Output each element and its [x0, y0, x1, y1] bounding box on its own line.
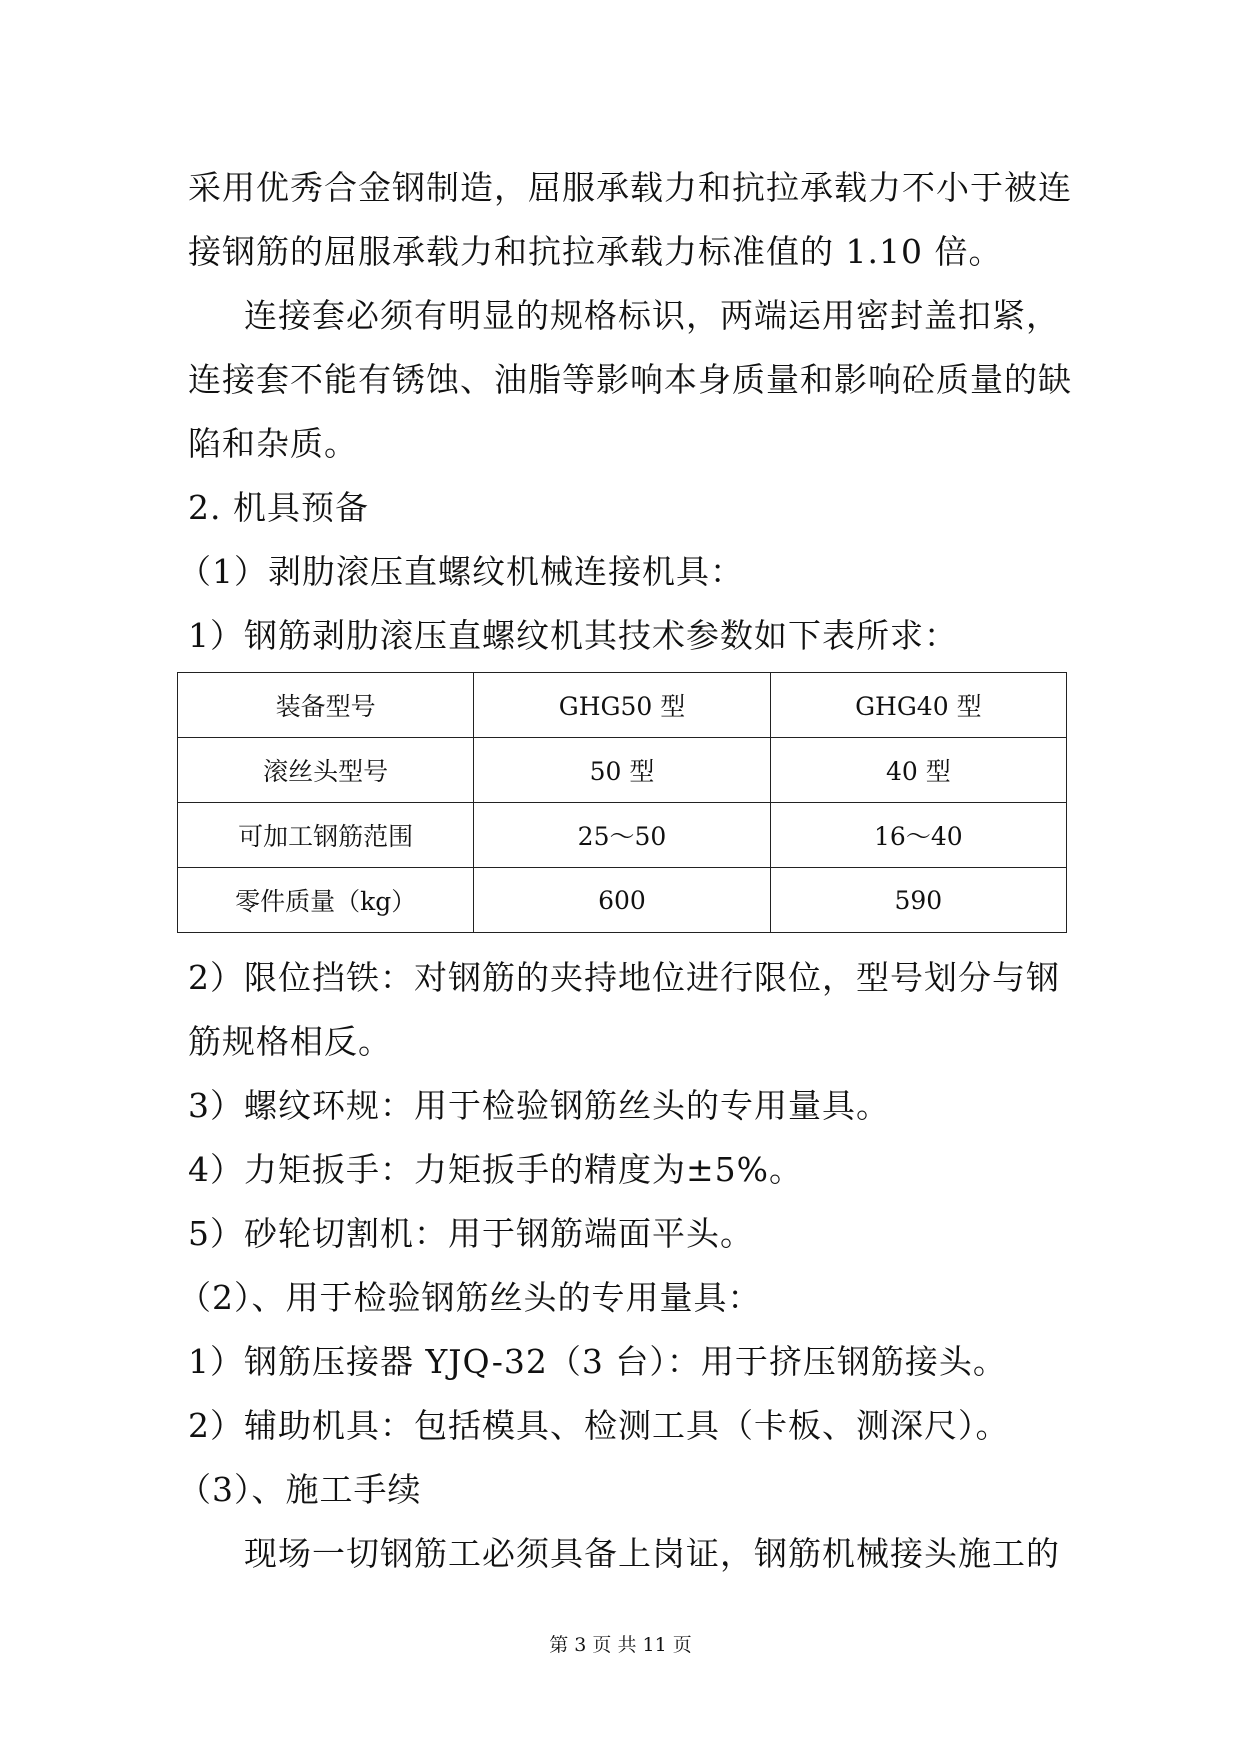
spec-table	[177, 672, 1067, 933]
table-cell: 零件质量（kg）	[178, 868, 474, 933]
subsection-heading: （2）、用于检验钢筋丝头的专用量具：	[178, 1278, 762, 1317]
table-cell: GHG50 型	[474, 673, 770, 738]
paragraph-line: 1）钢筋压接器 YJQ-32（3 台）：用于挤压钢筋接头。	[188, 1342, 1007, 1381]
table-cell: 25～50	[474, 803, 770, 868]
table-cell: GHG40 型	[770, 673, 1066, 738]
table-cell: 600	[474, 868, 770, 933]
table-cell: 590	[770, 868, 1066, 933]
paragraph-line: 4）力矩扳手：力矩扳手的精度为±5%。	[188, 1150, 803, 1189]
subsection-heading: （1）剥肋滚压直螺纹机械连接机具：	[178, 552, 744, 591]
page-footer: 第 3 页 共 11 页	[549, 1634, 692, 1656]
paragraph-line: 5）砂轮切割机：用于钢筋端面平头。	[188, 1214, 754, 1253]
table-cell: 16～40	[770, 803, 1066, 868]
table-row	[178, 673, 1067, 738]
table-cell: 滚丝头型号	[178, 738, 474, 803]
paragraph-line: 2）限位挡铁：对钢筋的夹持地位进行限位，型号划分与钢	[188, 958, 1060, 997]
paragraph-line: 3）螺纹环规：用于检验钢筋丝头的专用量具。	[188, 1086, 890, 1125]
paragraph-line: 筋规格相反。	[188, 1022, 392, 1061]
paragraph-line: 连接套必须有明显的规格标识，两端运用密封盖扣紧，	[244, 296, 1060, 335]
paragraph-line: 2）辅助机具：包括模具、检测工具（卡板、测深尺）。	[188, 1406, 1010, 1445]
paragraph-line: 陷和杂质。	[188, 424, 358, 463]
table-cell: 50 型	[474, 738, 770, 803]
table-row	[178, 738, 1067, 803]
section-heading: 2. 机具预备	[188, 488, 369, 527]
table-cell: 可加工钢筋范围	[178, 803, 474, 868]
paragraph-line: 接钢筋的屈服承载力和抗拉承载力标准值的 1.10 倍。	[188, 232, 1003, 271]
paragraph-line: 1）钢筋剥肋滚压直螺纹机其技术参数如下表所求：	[188, 616, 958, 655]
paragraph-line: 现场一切钢筋工必须具备上岗证，钢筋机械接头施工的	[244, 1534, 1060, 1573]
subsection-heading: （3）、施工手续	[178, 1470, 422, 1509]
table-cell: 40 型	[770, 738, 1066, 803]
table-row	[178, 803, 1067, 868]
table-row	[178, 868, 1067, 933]
paragraph-line: 采用优秀合金钢制造，屈服承载力和抗拉承载力不小于被连	[188, 168, 1072, 207]
table-cell: 装备型号	[178, 673, 474, 738]
paragraph-line: 连接套不能有锈蚀、油脂等影响本身质量和影响砼质量的缺	[188, 360, 1072, 399]
